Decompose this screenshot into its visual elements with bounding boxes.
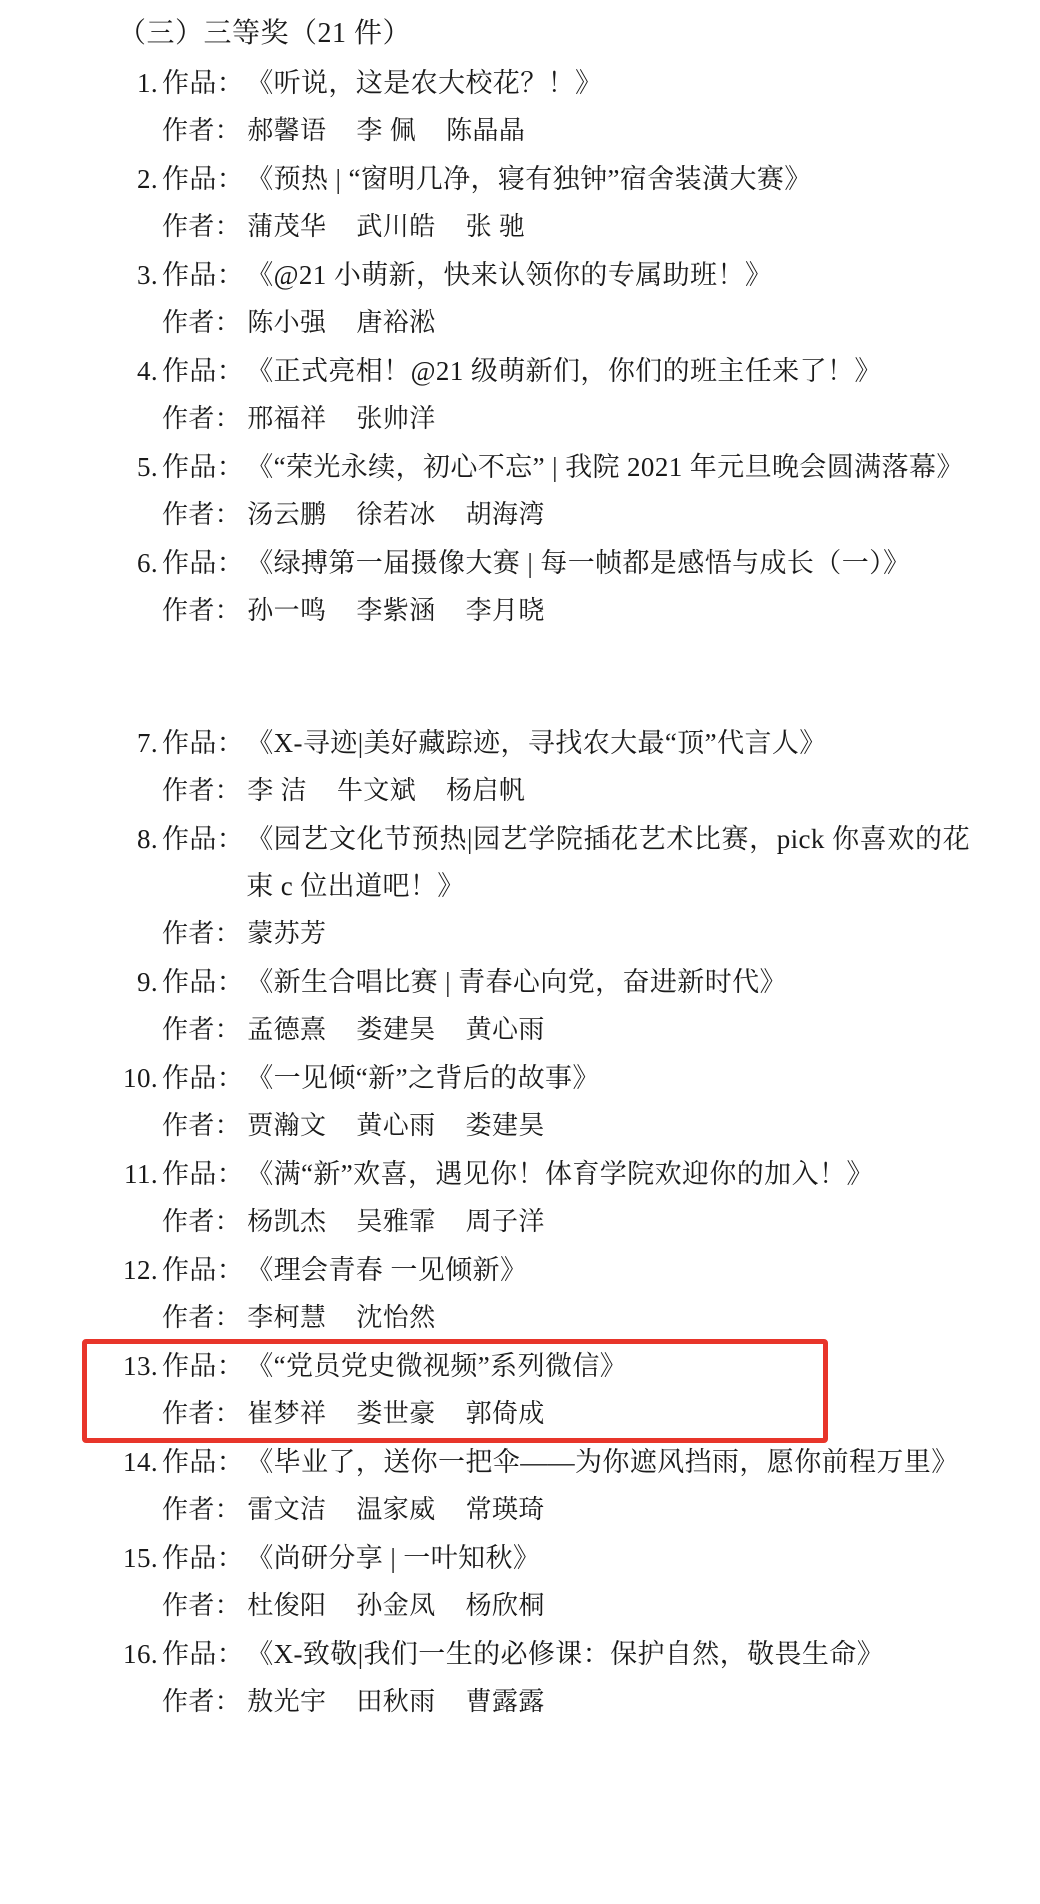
author-name: 黄心雨 — [356, 1111, 436, 1140]
work-label: 作品： — [162, 728, 245, 758]
author-name: 崔梦祥 — [247, 1399, 327, 1428]
author-line — [100, 1294, 970, 1341]
work-line — [100, 1151, 970, 1198]
work-line — [100, 1247, 970, 1294]
work-title: 《绿搏第一届摄像大赛 | 每一帧都是感悟与成长（一）》 — [246, 548, 911, 578]
author-label: 作者： — [162, 1303, 242, 1332]
author-names — [247, 491, 970, 538]
award-entry — [100, 1055, 970, 1149]
author-name: 唐裕淞 — [356, 308, 436, 337]
author-name: 杨凯杰 — [247, 1207, 327, 1236]
work-line — [100, 720, 970, 767]
section-title: （三）三等奖（21 件） — [118, 18, 412, 49]
work-line — [100, 816, 970, 910]
author-name: 娄世豪 — [356, 1399, 436, 1428]
entry-index: 14. — [123, 1447, 158, 1477]
author-label: 作者： — [162, 404, 242, 433]
work-title: 《满“新”欢喜，遇见你！体育学院欢迎你的加入！》 — [246, 1159, 874, 1189]
award-entry — [100, 1247, 970, 1341]
work-title: 《尚研分享 | 一叶知秋》 — [246, 1543, 541, 1573]
work-label: 作品： — [162, 1255, 245, 1285]
work-title: 《“荣光永续，初心不忘” | 我院 2021 年元旦晚会圆满落幕》 — [246, 452, 964, 482]
work-title: 《X-致敬|我们一生的必修课：保护自然，敬畏生命》 — [246, 1639, 885, 1669]
work-label: 作品： — [162, 967, 245, 997]
author-name: 田秋雨 — [356, 1687, 436, 1716]
work-title: 《预热 | “窗明几净，寝有独钟”宿舍装潢大赛》 — [246, 164, 812, 194]
work-label: 作品： — [162, 1063, 245, 1093]
author-name: 陈晶晶 — [446, 116, 526, 145]
entry-index: 6. — [136, 548, 158, 578]
author-name: 陈小强 — [247, 308, 327, 337]
author-name: 周子洋 — [465, 1207, 545, 1236]
entry-index: 1. — [136, 68, 158, 98]
author-name: 孟德熹 — [247, 1015, 327, 1044]
author-name: 吴雅霏 — [356, 1207, 436, 1236]
author-label: 作者： — [162, 116, 242, 145]
author-line — [100, 1582, 970, 1629]
author-name: 杨启帆 — [446, 776, 526, 805]
work-title: 《园艺文化节预热|园艺学院插花艺术比赛，pick 你喜欢的花束 c 位出道吧！》 — [246, 824, 970, 901]
author-name: 沈怡然 — [356, 1303, 436, 1332]
award-entry — [100, 444, 970, 538]
author-names — [247, 107, 970, 154]
award-entry — [100, 60, 970, 154]
author-label: 作者： — [162, 1687, 242, 1716]
work-title: 《新生合唱比赛 | 青春心向党，奋进新时代》 — [246, 967, 787, 997]
author-name: 李柯慧 — [247, 1303, 327, 1332]
work-title: 《毕业了，送你一把伞——为你遮风挡雨，愿你前程万里》 — [246, 1447, 959, 1477]
entry-index: 10. — [123, 1063, 158, 1093]
author-names — [247, 1582, 970, 1629]
author-name: 张帅洋 — [356, 404, 436, 433]
entry-index: 8. — [136, 824, 158, 854]
author-names — [247, 910, 970, 957]
author-label: 作者： — [162, 212, 242, 241]
author-name: 孙金凤 — [356, 1591, 436, 1620]
author-name: 郝馨语 — [247, 116, 327, 145]
author-name: 杨欣桐 — [465, 1591, 545, 1620]
work-label: 作品： — [162, 356, 245, 386]
author-name: 李紫涵 — [356, 596, 436, 625]
author-line — [100, 107, 970, 154]
award-entry — [100, 1631, 970, 1725]
work-line — [100, 1439, 970, 1486]
work-label: 作品： — [162, 1543, 245, 1573]
award-entry — [100, 156, 970, 250]
author-line — [100, 491, 970, 538]
author-label: 作者： — [162, 596, 242, 625]
author-name: 杜俊阳 — [247, 1591, 327, 1620]
author-label: 作者： — [162, 1207, 242, 1236]
author-name: 孙一鸣 — [247, 596, 327, 625]
author-names — [247, 1198, 970, 1245]
author-names — [247, 395, 970, 442]
award-entry — [100, 348, 970, 442]
author-line — [100, 1678, 970, 1725]
author-name: 李月晓 — [465, 596, 545, 625]
work-title: 《理会青春 一见倾新》 — [246, 1255, 528, 1285]
entry-index: 3. — [136, 260, 158, 290]
entry-index: 13. — [123, 1351, 158, 1381]
work-line — [100, 540, 970, 587]
entry-index: 4. — [136, 356, 158, 386]
entry-index: 11. — [124, 1159, 158, 1189]
entry-index: 2. — [136, 164, 158, 194]
author-names — [247, 1006, 970, 1053]
author-label: 作者： — [162, 1015, 242, 1044]
author-line — [100, 299, 970, 346]
author-names — [247, 767, 970, 814]
author-label: 作者： — [162, 1111, 242, 1140]
award-entry — [100, 720, 970, 814]
award-entry — [100, 959, 970, 1053]
work-label: 作品： — [162, 1351, 245, 1381]
author-names — [247, 203, 970, 250]
work-label: 作品： — [162, 548, 245, 578]
award-entry — [100, 1343, 970, 1437]
author-name: 娄建昊 — [465, 1111, 545, 1140]
author-line — [100, 1198, 970, 1245]
author-name: 贾瀚文 — [247, 1111, 327, 1140]
author-names — [247, 1678, 970, 1725]
work-line — [100, 348, 970, 395]
work-line — [100, 252, 970, 299]
work-line — [100, 156, 970, 203]
author-names — [247, 1102, 970, 1149]
entry-index: 15. — [123, 1543, 158, 1573]
award-entry-list — [100, 60, 970, 1725]
author-names — [247, 1294, 970, 1341]
author-line — [100, 1006, 970, 1053]
award-entry — [100, 1535, 970, 1629]
author-name: 郭倚成 — [465, 1399, 545, 1428]
author-label: 作者： — [162, 776, 242, 805]
author-line — [100, 395, 970, 442]
work-label: 作品： — [162, 1159, 245, 1189]
author-names — [247, 587, 970, 634]
author-label: 作者： — [162, 1399, 242, 1428]
work-title: 《X-寻迹|美好藏踪迹，寻找农大最“顶”代言人》 — [246, 728, 827, 758]
author-name: 李 佩 — [356, 116, 417, 145]
author-name: 常瑛琦 — [465, 1495, 545, 1524]
author-name: 温家威 — [356, 1495, 436, 1524]
work-label: 作品： — [162, 1639, 245, 1669]
award-entry — [100, 1439, 970, 1533]
award-entry — [100, 816, 970, 957]
author-label: 作者： — [162, 500, 242, 529]
work-title: 《“党员党史微视频”系列微信》 — [246, 1351, 628, 1381]
entry-index: 9. — [136, 967, 158, 997]
entry-index: 16. — [123, 1639, 158, 1669]
author-name: 李 洁 — [247, 776, 307, 805]
author-line — [100, 767, 970, 814]
author-name: 武川皓 — [356, 212, 436, 241]
author-name: 曹露露 — [465, 1687, 545, 1716]
work-label: 作品： — [162, 452, 245, 482]
entry-index: 5. — [136, 452, 158, 482]
work-line — [100, 1055, 970, 1102]
work-title: 《@21 小萌新，快来认领你的专属助班！》 — [246, 260, 773, 290]
work-line — [100, 1343, 970, 1390]
author-line — [100, 1390, 970, 1437]
work-label: 作品： — [162, 824, 245, 854]
author-name: 蒲茂华 — [247, 212, 327, 241]
author-line — [100, 910, 970, 957]
work-label: 作品： — [162, 164, 245, 194]
page-gap — [100, 636, 970, 720]
author-name: 汤云鹏 — [247, 500, 327, 529]
award-entry — [100, 252, 970, 346]
author-line — [100, 203, 970, 250]
author-names — [247, 1486, 970, 1533]
author-label: 作者： — [162, 1495, 242, 1524]
author-name: 敖光宇 — [247, 1687, 327, 1716]
author-line — [100, 587, 970, 634]
work-title: 《正式亮相！@21 级萌新们，你们的班主任来了！》 — [246, 356, 882, 386]
author-name: 蒙苏芳 — [247, 919, 327, 948]
work-label: 作品： — [162, 260, 245, 290]
author-name: 徐若冰 — [356, 500, 436, 529]
work-line — [100, 1631, 970, 1678]
author-name: 雷文洁 — [247, 1495, 327, 1524]
entry-index: 12. — [123, 1255, 158, 1285]
author-line — [100, 1102, 970, 1149]
author-name: 胡海湾 — [465, 500, 545, 529]
author-label: 作者： — [162, 919, 242, 948]
work-label: 作品： — [162, 1447, 245, 1477]
work-line — [100, 959, 970, 1006]
work-line — [100, 1535, 970, 1582]
work-title: 《一见倾“新”之背后的故事》 — [246, 1063, 600, 1093]
award-entry — [100, 540, 970, 634]
author-name: 邢福祥 — [247, 404, 327, 433]
award-entry — [100, 1151, 970, 1245]
author-line — [100, 1486, 970, 1533]
author-label: 作者： — [162, 1591, 242, 1620]
author-names — [247, 299, 970, 346]
author-name: 牛文斌 — [336, 776, 417, 805]
work-line — [100, 444, 970, 491]
author-label: 作者： — [162, 308, 242, 337]
work-title: 《听说，这是农大校花？！》 — [246, 68, 603, 98]
work-line — [100, 60, 970, 107]
author-name: 娄建昊 — [356, 1015, 436, 1044]
work-label: 作品： — [162, 68, 245, 98]
author-names — [247, 1390, 970, 1437]
author-name: 张 驰 — [465, 212, 526, 241]
entry-index: 7. — [136, 728, 158, 758]
author-name: 黄心雨 — [465, 1015, 545, 1044]
